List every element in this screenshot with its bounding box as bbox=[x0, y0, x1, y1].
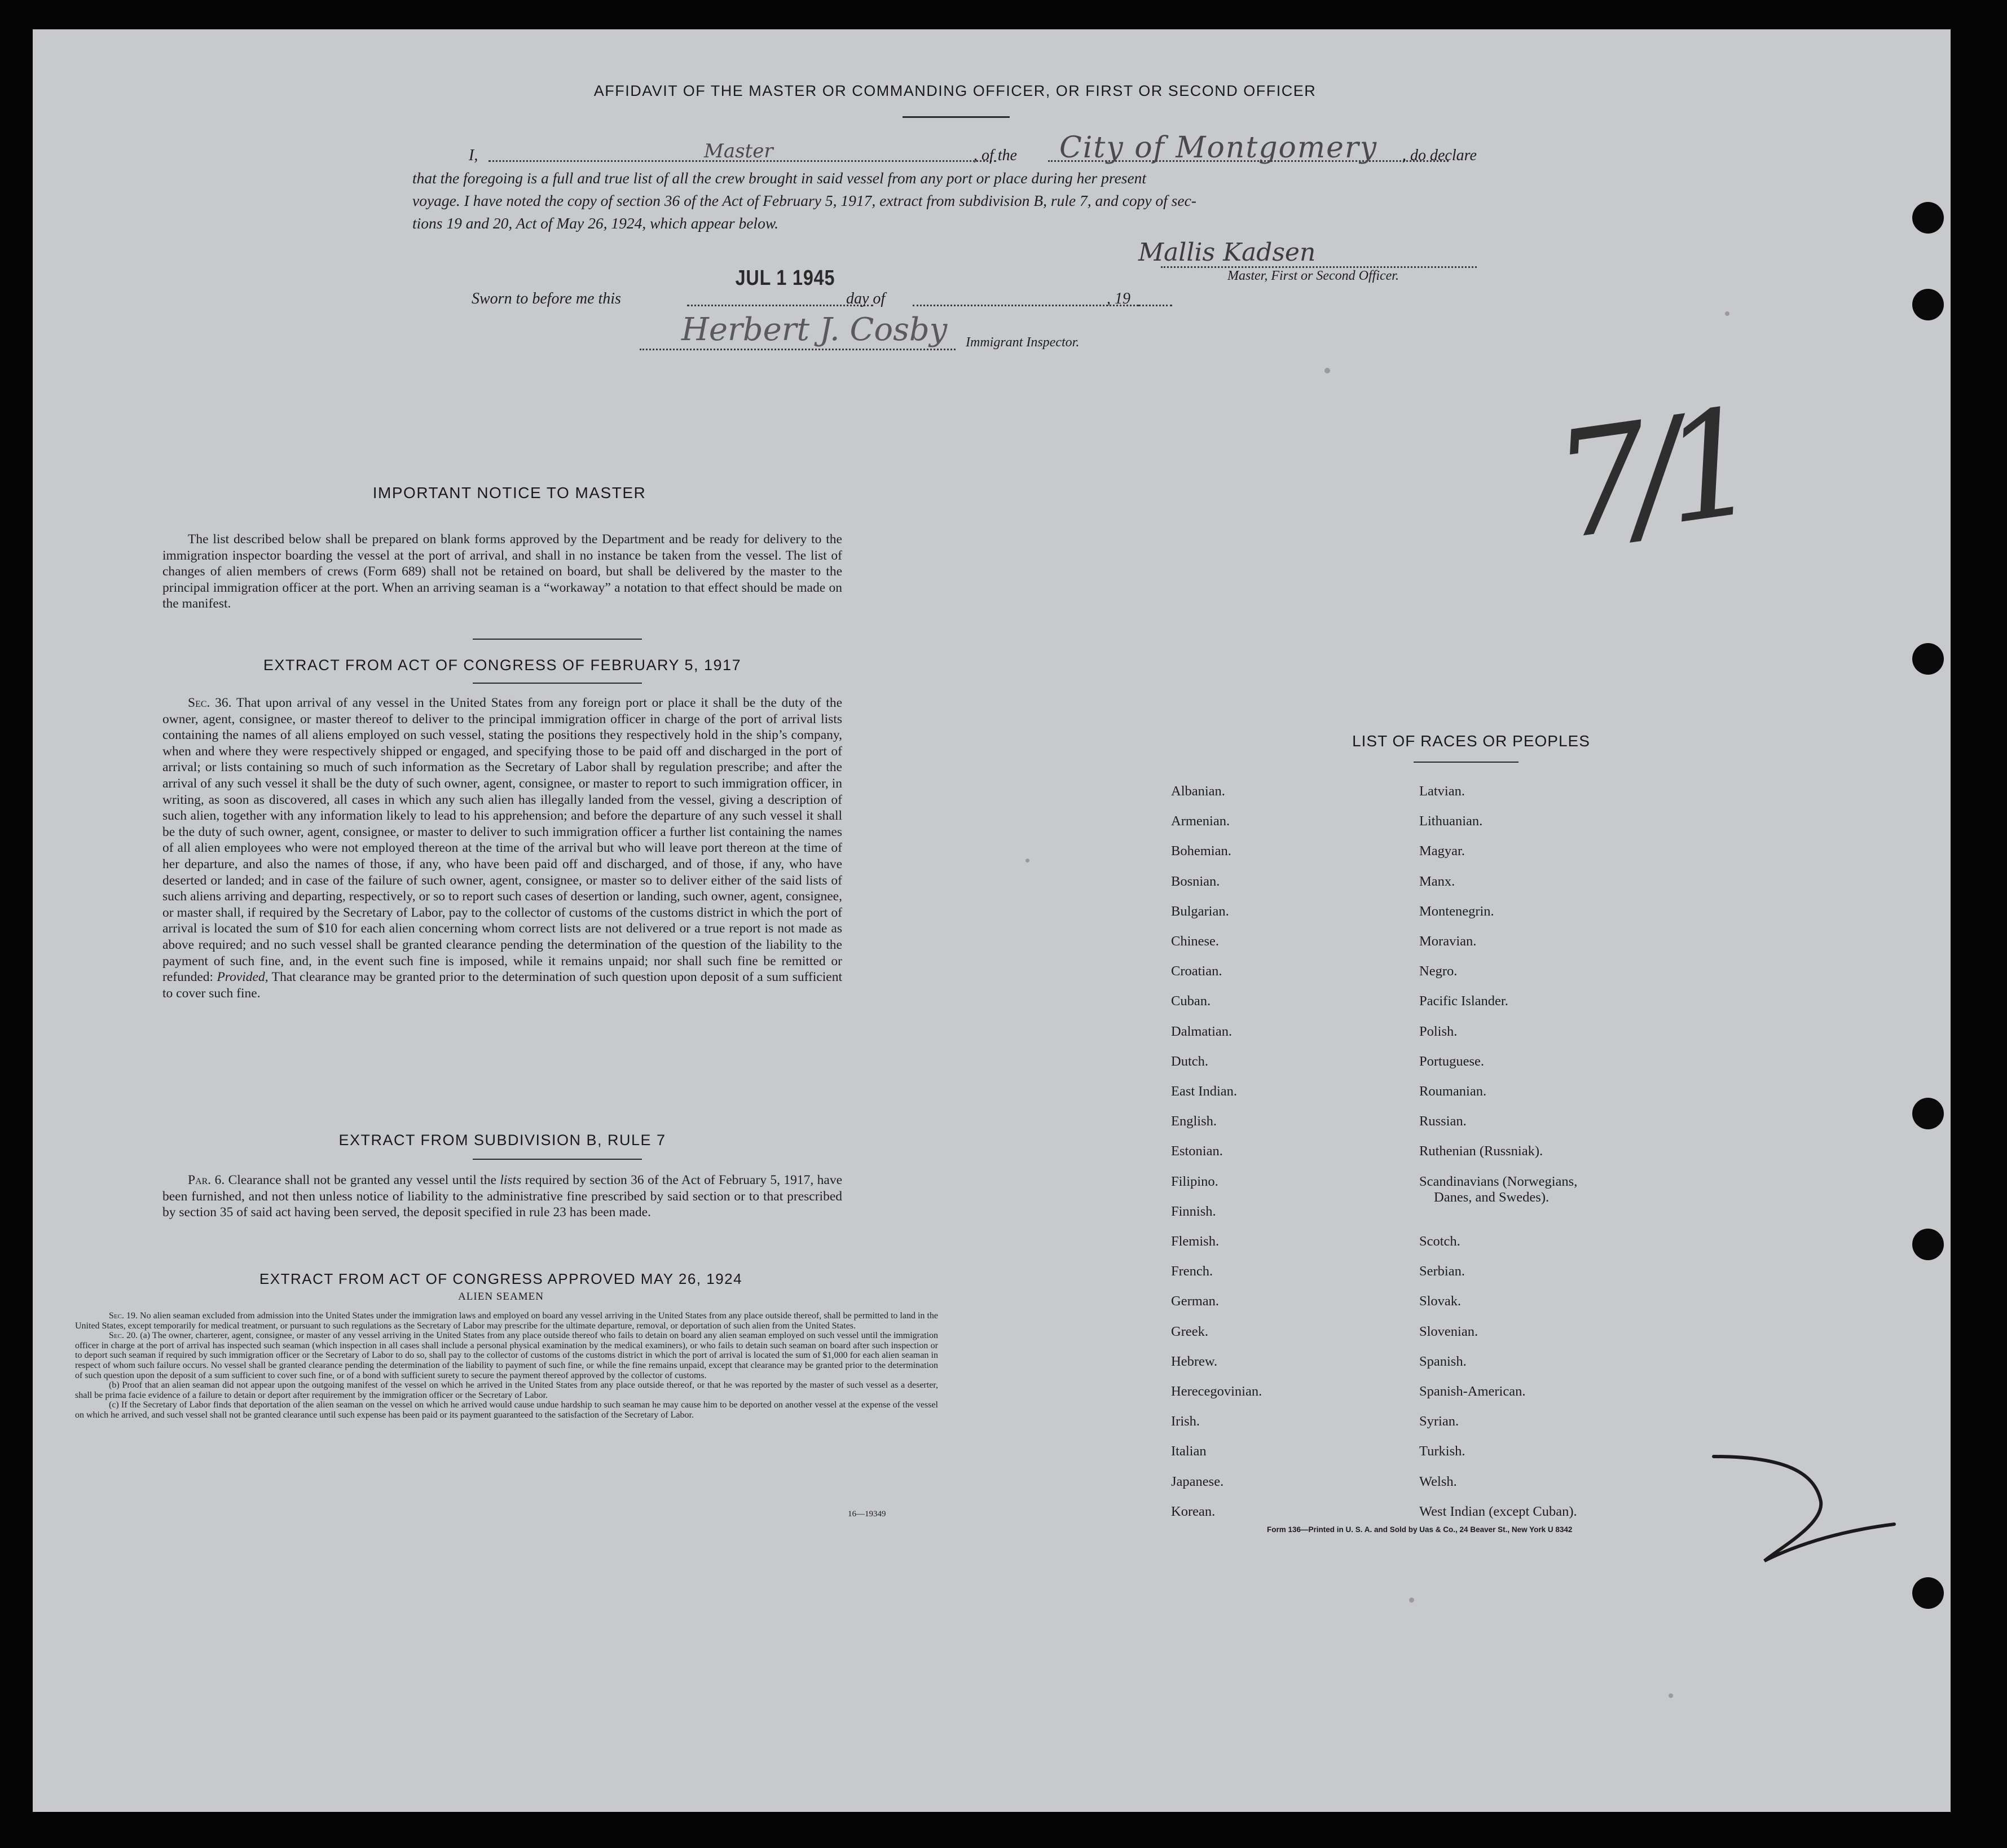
race-item: Syrian. bbox=[1419, 1414, 1459, 1429]
sec-20b-paragraph: (b) Proof that an alien seaman did not appear upon the outgoing manifest of the vessel on which he arrived in the United States from any place outside thereof, or that he was reported by the master of such vessel as a deserter, shall be prima facie evidence of a failure to detain or deport after requirement by the immigration officer or the Secretary of Labor. bbox=[75, 1380, 938, 1400]
race-item: Herecegovinian. bbox=[1171, 1384, 1262, 1399]
par-6-text-a: Clearance shall not be granted any vessel until the bbox=[228, 1173, 496, 1187]
race-item: Chinese. bbox=[1171, 934, 1220, 949]
race-item: Dutch. bbox=[1171, 1053, 1208, 1069]
race-item: Japanese. bbox=[1171, 1473, 1224, 1489]
race-item: Manx. bbox=[1419, 873, 1455, 889]
race-item: Slovenian. bbox=[1419, 1323, 1478, 1339]
sec-20a-paragraph bbox=[75, 1331, 938, 1380]
form-footer: Form 136—Printed in U. S. A. and Sold by Uas & Co., 24 Beaver St., New York U 8342 bbox=[1267, 1525, 1573, 1534]
race-item: Greek. bbox=[1171, 1323, 1208, 1339]
race-item: Dalmatian. bbox=[1171, 1023, 1233, 1039]
speck bbox=[1725, 311, 1729, 316]
race-item: Pacific Islander. bbox=[1419, 993, 1508, 1009]
punch-hole bbox=[1912, 1229, 1944, 1260]
race-item: Lithuanian. bbox=[1419, 813, 1483, 829]
race-item: Hebrew. bbox=[1171, 1353, 1218, 1369]
speck bbox=[1324, 368, 1330, 373]
race-item: Montenegrin. bbox=[1419, 903, 1494, 919]
rule-7-title: EXTRACT FROM SUBDIVISION B, RULE 7 bbox=[338, 1132, 666, 1149]
race-item: Danes, and Swedes). bbox=[1434, 1189, 1550, 1205]
notice-rule bbox=[473, 639, 642, 640]
print-code: 16—19349 bbox=[848, 1510, 886, 1519]
lists-word: lists bbox=[500, 1173, 522, 1187]
sec-19-text: No alien seaman excluded from admission into the United States under the immigration laws and employed on board any vessel arriving in the United States from any place outside thereof, shall be permitted to land in the United States, except temporarily for medical treatment, or pursuant to such regulations as the Secretary of Labor may prescribe for the ultimate departure, removal, or deportation of such alien from the United States. bbox=[75, 1311, 939, 1331]
sec-36-tail: That clearance may be granted prior to the determination of such question upon deposit of a sum sufficient to cover such fine. bbox=[162, 970, 843, 1001]
race-item: French. bbox=[1171, 1264, 1213, 1279]
race-item: Korean. bbox=[1171, 1503, 1216, 1519]
sworn-day-blank bbox=[687, 305, 873, 306]
inspector-signature: Herbert J. Cosby bbox=[681, 311, 948, 348]
affidavit-line-2: that the foregoing is a full and true list of all the crew brought in said vessel from any port or place during her present bbox=[412, 169, 1147, 187]
affidavit-title: AFFIDAVIT OF THE MASTER OR COMMANDING OFFICER, OR FIRST OR SECOND OFFICER bbox=[593, 82, 1317, 99]
race-item: Filipino. bbox=[1171, 1173, 1218, 1189]
race-item: Russian. bbox=[1419, 1114, 1467, 1129]
year-prefix: , 19 bbox=[1107, 290, 1130, 307]
form-sheet bbox=[33, 29, 1951, 1812]
race-item: Irish. bbox=[1171, 1414, 1200, 1429]
sec-20a-text: (a) The owner, charterer, agent, consignee, or master of any vessel arriving in the United States from any place outside thereof who fails to detain on board any alien seaman employed on such vessel until the immigration officer in charge at the port of arrival has inspected such seaman (which inspection in all cases shall include a personal physical examination by the medical examiners), or who fails to detain such seaman on board after such inspection or to deport such seaman if required by such immigration officer or the Secretary of Labor to do so, shall pay to the collector of customs of the customs district in which the port of arrival is located the sum of $1,000 for each alien seaman in respect of whom such failure occurs. No vessel shall be granted clearance pending the determination of the liability to payment of such fine, or while the fine remains unpaid, except that clearance may be granted prior to the determination of such question upon the deposit of a sum sufficient to cover such fine, or of a bond with sufficient surety to secure the payment thereof approved by the collector of customs. bbox=[75, 1331, 938, 1380]
race-item: Negro. bbox=[1419, 963, 1458, 979]
race-item: Finnish. bbox=[1171, 1203, 1216, 1219]
notice-body: The list described below shall be prepared on blank forms approved by the Department and be ready for delivery to the immigration inspector boarding the vessel at the port of arrival, and shall in no instance be taken from the vessel. The list of changes of alien members of crews (Form 689) shall not be retained on board, but shall be delivered by the master to the principal immigration officer at the port. When an arriving seaman is a “workaway” a notation to that effect should be made on the manifest. bbox=[162, 532, 842, 611]
race-item: English. bbox=[1171, 1114, 1217, 1129]
punch-hole bbox=[1912, 202, 1944, 234]
race-item: Bohemian. bbox=[1171, 843, 1231, 859]
sec-19-label: Sec. 19. bbox=[109, 1311, 138, 1321]
race-item: Polish. bbox=[1419, 1023, 1458, 1039]
extract-1917-body bbox=[162, 695, 842, 1001]
affidavit-line-4: tions 19 and 20, Act of May 26, 1924, which appear below. bbox=[412, 214, 779, 232]
race-item: Serbian. bbox=[1419, 1264, 1465, 1279]
race-item: German. bbox=[1171, 1293, 1220, 1309]
year-blank bbox=[1138, 305, 1172, 306]
speck bbox=[1025, 859, 1029, 863]
race-item: Spanish-American. bbox=[1419, 1384, 1526, 1399]
handwritten-vessel: City of Montgomery bbox=[1059, 131, 1378, 165]
affidavit-do-declare: , do declare bbox=[1402, 147, 1477, 164]
sec-36-text: That upon arrival of any vessel in the United States from any foreign port or place it shall be the duty of the owner, agent, consignee, or master thereof to deliver to the principal immigration officer in charge of the port of arrival lists containing the names of all aliens employed on such vessel, stating the positions they respectively hold in the ship’s company, when and where they were respectively shipped or engaged, and specifying those to be paid off and discharged in the port of arrival; or lists containing so much of such information as the Secretary of Labor shall by regulation prescribe; and after the arrival of any such vessel it shall be the duty of such owner, agent, consignee, or master to report to such immigration officer, in writing, as soon as discovered, all cases in which any such alien has illegally landed from the vessel, giving a description of such alien, together with any information likely to lead to his apprehension; and before the departure of any such vessel it shall be the duty of such owner, agent, consignee, or master to deliver to such immigration officer a further list containing the names of all alien employees who were not employed thereon at the time of the arrival but who will leave port thereon at the time of her departure, and also the names of those, if any, who have been paid off and discharged, and of those, if any, who have deserted or landed; and in case of the failure of such owner, agent, consignee, or master so to deliver either of the said lists of such aliens arriving and departing, respectively, or so to report such cases of desertion or landing, such owner, agent, consignee, or master shall, if required by the Secretary of Labor, pay to the collector of customs of the customs district in which the port of arrival is located the sum of $10 for each alien concerning whom correct lists are not delivered or a true report is not made as above required; and no such vessel shall be granted clearance pending the determination of the question of the liability to the payment of such fine, and, in the event such fine is imposed, while it remains unpaid; nor shall such fine be remitted or refunded: bbox=[162, 696, 843, 985]
extract-1917-title: EXTRACT FROM ACT OF CONGRESS OF FEBRUARY 5, 1917 bbox=[263, 657, 742, 674]
race-item: Welsh. bbox=[1419, 1473, 1457, 1489]
extract-1924-title: EXTRACT FROM ACT OF CONGRESS APPROVED MAY 26, 1924 bbox=[259, 1270, 743, 1287]
races-rule bbox=[1414, 762, 1519, 763]
race-item: Bosnian. bbox=[1171, 873, 1220, 889]
rule-7-rule bbox=[473, 1159, 642, 1160]
affidavit-i-label: I, bbox=[469, 147, 478, 164]
handwritten-rank: Master bbox=[704, 140, 773, 162]
alien-seamen-subtitle: ALIEN SEAMEN bbox=[458, 1291, 544, 1303]
pencil-mark bbox=[1702, 1440, 1905, 1586]
signer-caption: Master, First or Second Officer. bbox=[1227, 269, 1399, 283]
par-6-text-b: required by section 36 of the Act of February 5, 1917, have been furnished, and not then unless notice of liability to the administrative fine prescribed by said section or to that prescribed by section 35 of said act having been served, the deposit specified in rule 23 has been made. bbox=[162, 1173, 843, 1220]
par-6-label: Par. 6. bbox=[188, 1173, 225, 1187]
sec-19-paragraph bbox=[75, 1311, 938, 1331]
race-item: Bulgarian. bbox=[1171, 903, 1229, 919]
race-item: East Indian. bbox=[1171, 1084, 1238, 1099]
race-item: Latvian. bbox=[1419, 784, 1465, 799]
races-title: LIST OF RACES OR PEOPLES bbox=[1352, 732, 1590, 750]
race-item: Moravian. bbox=[1419, 934, 1477, 949]
notice-title: IMPORTANT NOTICE TO MASTER bbox=[372, 484, 646, 501]
race-item: Armenian. bbox=[1171, 813, 1230, 829]
punch-hole bbox=[1912, 1098, 1944, 1129]
marginal-mark: 7/1 bbox=[1544, 378, 1752, 573]
race-item: Flemish. bbox=[1171, 1234, 1220, 1249]
speck bbox=[1669, 1693, 1673, 1698]
inspector-caption: Immigrant Inspector. bbox=[966, 335, 1080, 350]
rule-7-body bbox=[162, 1172, 842, 1221]
sworn-label: Sworn to before me this bbox=[472, 290, 621, 307]
affidavit-of-the: , of the bbox=[974, 147, 1017, 164]
sworn-month-blank bbox=[913, 305, 1138, 306]
race-item: Estonian. bbox=[1171, 1143, 1223, 1159]
race-item: Magyar. bbox=[1419, 843, 1465, 859]
race-item: Slovak. bbox=[1419, 1293, 1462, 1309]
race-item: Italian bbox=[1171, 1444, 1207, 1459]
punch-hole bbox=[1912, 289, 1944, 320]
sec-20-label: Sec. 20. bbox=[109, 1331, 138, 1341]
race-item: Portuguese. bbox=[1419, 1053, 1484, 1069]
race-item: Turkish. bbox=[1419, 1444, 1465, 1459]
punch-hole bbox=[1912, 643, 1944, 675]
speck bbox=[1409, 1598, 1414, 1603]
race-item: Roumanian. bbox=[1419, 1084, 1487, 1099]
master-signature: Mallis Kadsen bbox=[1138, 238, 1316, 267]
extract-1924-body bbox=[75, 1311, 938, 1420]
punch-hole bbox=[1912, 1577, 1944, 1609]
title-rule bbox=[903, 116, 1010, 118]
inspector-line bbox=[640, 349, 956, 350]
race-item: Croatian. bbox=[1171, 963, 1222, 979]
sec-36-label: Sec. 36. bbox=[188, 696, 232, 710]
race-item: Cuban. bbox=[1171, 993, 1211, 1009]
day-of-label: day of bbox=[846, 290, 886, 307]
race-item: Spanish. bbox=[1419, 1353, 1467, 1369]
race-item: West Indian (except Cuban). bbox=[1419, 1503, 1577, 1519]
race-item: Ruthenian (Russniak). bbox=[1419, 1143, 1543, 1159]
provided-word: Provided, bbox=[217, 970, 269, 985]
affidavit-line-3: voyage. I have noted the copy of section 36 of the Act of February 5, 1917, extract from subdivision B, rule 7, and copy of sec- bbox=[412, 192, 1196, 209]
race-item: Scandinavians (Norwegians, bbox=[1419, 1173, 1578, 1189]
date-stamp: JUL 1 1945 bbox=[735, 266, 835, 290]
extract-1917-rule bbox=[473, 683, 642, 684]
sec-20c-paragraph: (c) If the Secretary of Labor finds that deportation of the alien seaman on the vessel on which he arrived would cause undue hardship to such seaman he may cause him to be deported on another vessel at the expense of the vessel on which he arrived, and such vessel shall not be granted clearance until such expense has been paid or its payment guaranteed to the satisfaction of the Secretary of Labor. bbox=[75, 1400, 938, 1420]
race-item: Scotch. bbox=[1419, 1234, 1460, 1249]
race-item: Albanian. bbox=[1171, 784, 1225, 799]
